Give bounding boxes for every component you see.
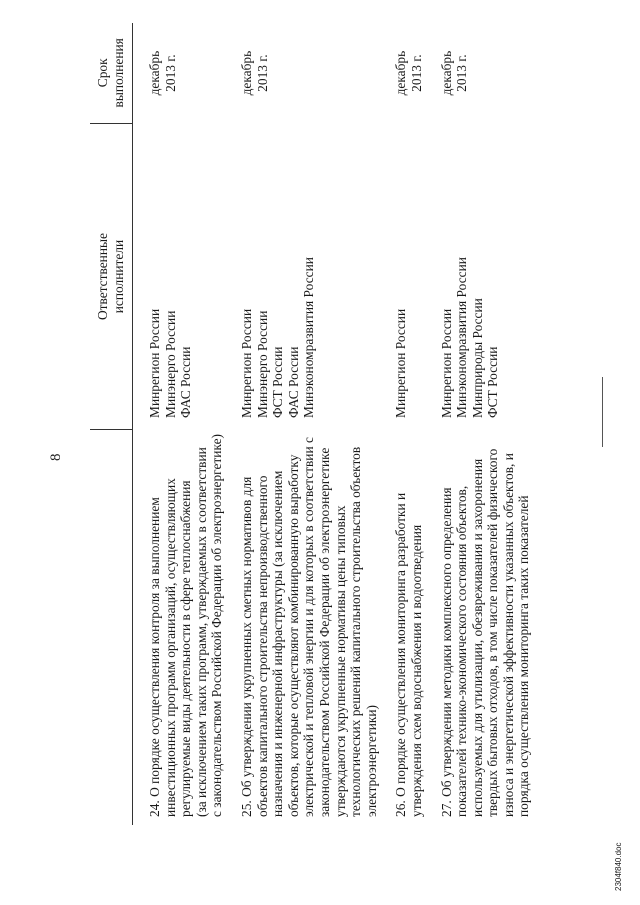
text-line: технологических решений капитального строительства объектов bbox=[348, 446, 364, 817]
text-line: износа и энергетической эффективности указанных объектов, и bbox=[500, 453, 516, 817]
text-line: регулируемые виды деятельности в сфере теплоснабжения bbox=[178, 480, 194, 817]
deadline-line: 2013 г. bbox=[454, 54, 470, 92]
responsible-line: Минрегион России bbox=[438, 308, 454, 418]
text-line: порядка осуществления мониторинга таких показателей bbox=[516, 495, 532, 817]
text-line: электрической и тепловой энергии и для которых в соответствии с bbox=[301, 437, 317, 817]
footer-doc-id: 2304f840.doc bbox=[614, 842, 623, 891]
text-line: электроэнергетики) bbox=[363, 705, 379, 817]
deadline-line: 2013 г. bbox=[254, 54, 270, 92]
page-number: 8 bbox=[48, 453, 64, 461]
row-item-text bbox=[147, 430, 225, 825]
row-deadline bbox=[147, 23, 225, 123]
deadline-line: декабрь bbox=[438, 50, 454, 96]
text-line: 25. Об утверждении укрупненных сметных нормативов для bbox=[238, 476, 254, 817]
deadline-line: 2013 г. bbox=[408, 54, 424, 92]
deadline-line: 2013 г. bbox=[162, 54, 178, 92]
text-line: твердых бытовых отходов, в том числе показателей физического bbox=[485, 448, 501, 817]
responsible-line: Минэнерго России bbox=[254, 310, 270, 418]
text-line: показателей технико-экономического состояния объектов, bbox=[454, 485, 470, 817]
row-responsible bbox=[393, 123, 424, 430]
header-responsible-line: Ответственные bbox=[95, 233, 111, 321]
row-item-text bbox=[439, 430, 533, 825]
row-deadline bbox=[439, 23, 533, 123]
text-line: 27. Об утверждении методики комплексного определения bbox=[438, 487, 454, 817]
row-responsible bbox=[147, 123, 225, 430]
schedule-table-wrap bbox=[90, 23, 532, 825]
deadline-line: декабрь bbox=[238, 50, 254, 96]
responsible-line: Минэкономразвития России bbox=[454, 257, 470, 418]
deadline-line: декабрь bbox=[147, 50, 162, 96]
table-row bbox=[147, 23, 225, 825]
text-line: утверждения схем водоснабжения и водоотведения bbox=[408, 524, 424, 817]
table-header-row bbox=[90, 23, 133, 825]
text-line: (за исключением таких программ, утверждаемых в соответствии bbox=[193, 447, 209, 817]
schedule-table bbox=[90, 23, 532, 825]
table-row bbox=[239, 23, 379, 825]
responsible-line: ФАС России bbox=[285, 346, 301, 418]
header-deadline bbox=[90, 23, 133, 123]
text-line: объектов капитального строительства непроизводственного bbox=[254, 475, 270, 817]
text-line: инвестиционных программ организаций, осуществляющих bbox=[162, 478, 178, 817]
text-line: законодательством Российской Федерации об электроэнергетике bbox=[316, 447, 332, 817]
row-responsible bbox=[239, 123, 379, 430]
row-item-text bbox=[239, 430, 379, 825]
header-deadline-line: Срок bbox=[95, 58, 111, 88]
header-item bbox=[90, 430, 133, 825]
responsible-line: Минрегион России bbox=[238, 308, 254, 418]
header-responsible-line: исполнители bbox=[111, 239, 126, 314]
text-line: назначения и инженерной инфраструктуры (за исключением bbox=[270, 470, 286, 817]
row-responsible bbox=[439, 123, 533, 430]
responsible-line: Минприроды России bbox=[469, 298, 485, 418]
deadline-line: декабрь bbox=[393, 50, 409, 96]
text-line: объектов, которые осуществляют комбинированную выработку bbox=[285, 454, 301, 817]
table-row bbox=[439, 23, 533, 825]
responsible-line: Минрегион России bbox=[393, 308, 409, 418]
table-row bbox=[393, 23, 424, 825]
responsible-line: Минрегион России bbox=[147, 308, 162, 418]
header-responsible bbox=[90, 123, 133, 430]
responsible-line: Минэнерго России bbox=[162, 310, 178, 418]
text-line: используемых для утилизации, обезвреживания и захоронения bbox=[469, 458, 485, 817]
text-line: 24. О порядке осуществления контроля за выполнением bbox=[147, 497, 162, 817]
footer-rule bbox=[602, 377, 603, 447]
text-line: 26. О порядке осуществления мониторинга разработки и bbox=[393, 492, 409, 817]
responsible-line: ФАС России bbox=[178, 346, 194, 418]
text-line: утверждаются укрупненные нормативы цены типовых bbox=[332, 505, 348, 817]
responsible-line: ФСТ России bbox=[270, 346, 286, 418]
responsible-line: Минэкономразвития России bbox=[301, 257, 317, 418]
text-line: с законодательством Российской Федерации об электроэнергетике) bbox=[209, 433, 225, 817]
row-item-text bbox=[393, 430, 424, 825]
header-deadline-line: выполнения bbox=[111, 38, 126, 108]
responsible-line: ФСТ России bbox=[485, 346, 501, 418]
row-deadline bbox=[393, 23, 424, 123]
row-deadline bbox=[239, 23, 379, 123]
